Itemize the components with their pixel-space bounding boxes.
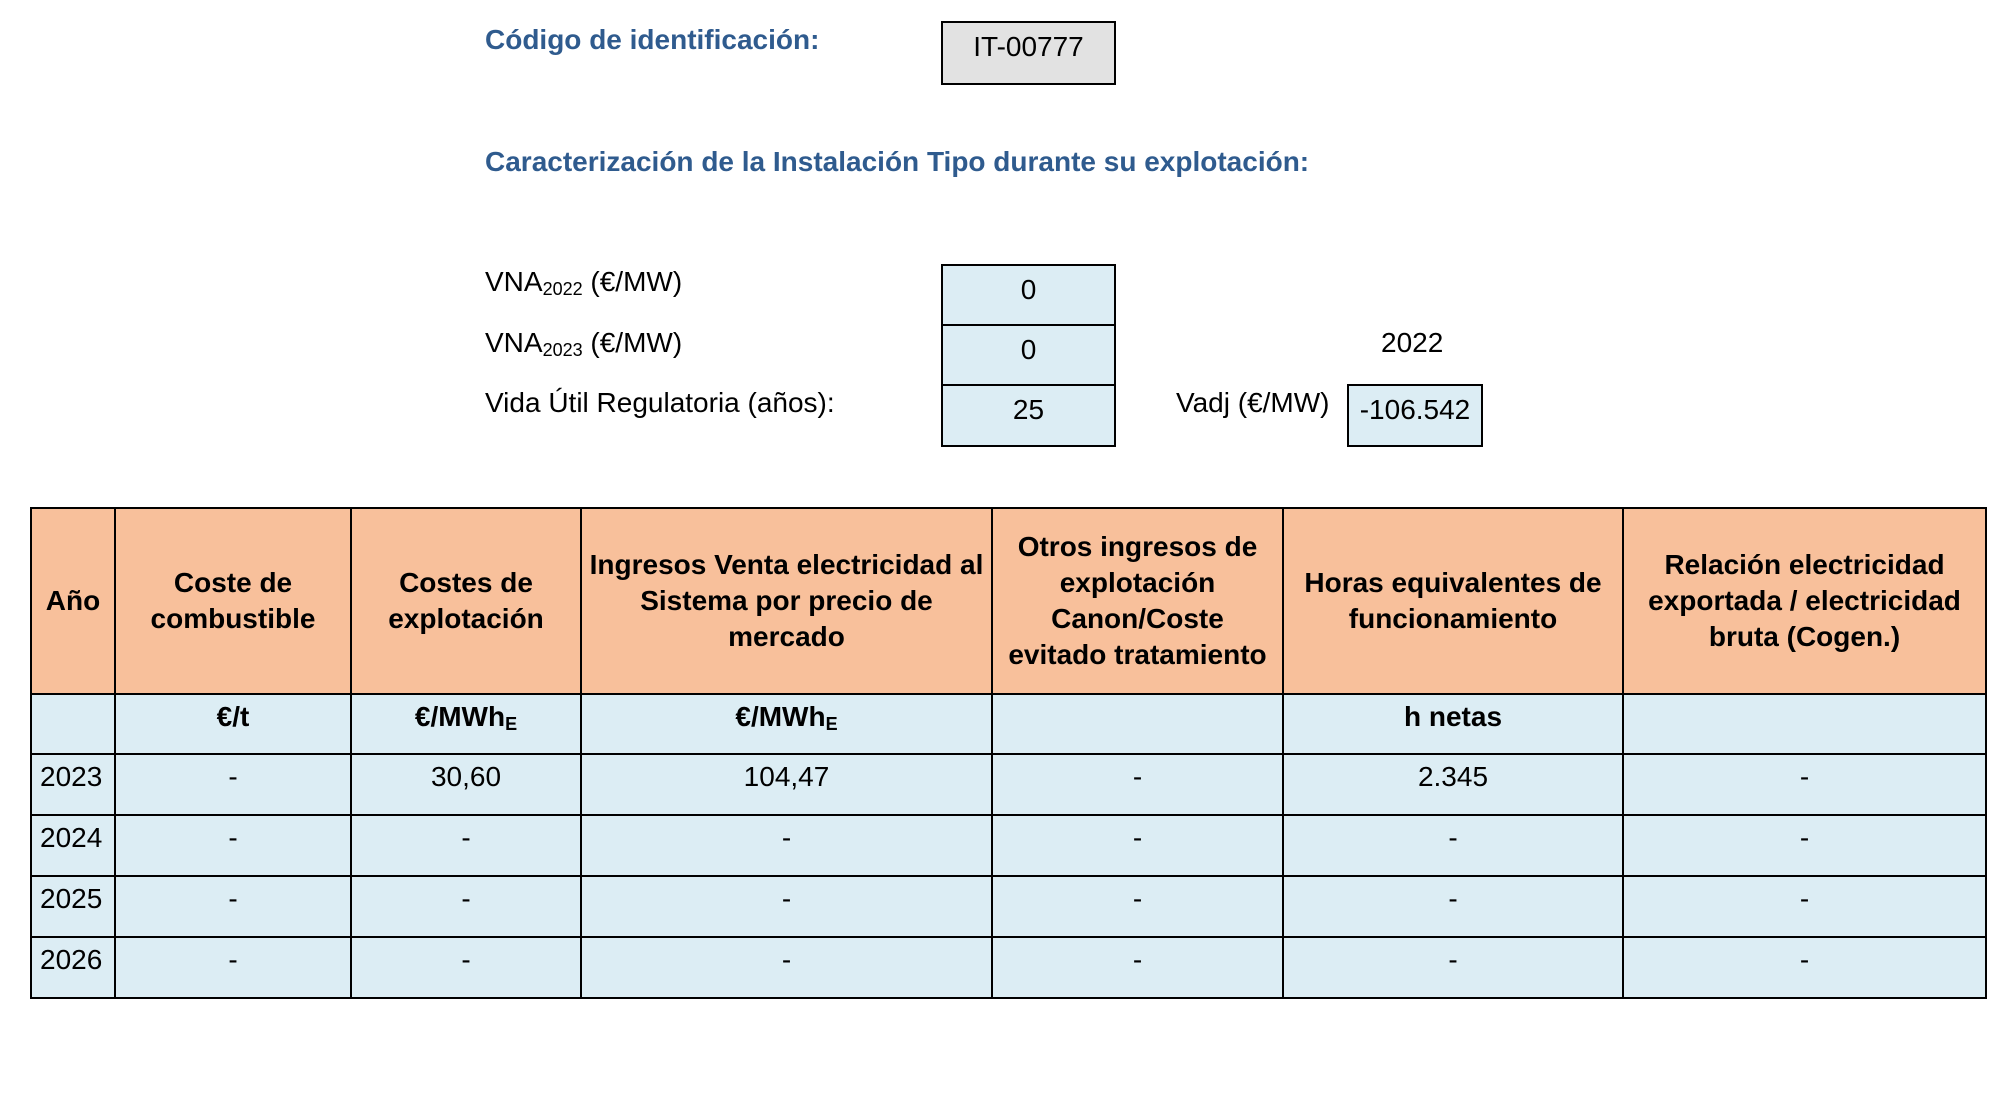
unit-cell: €/MWh$_E$: [581, 694, 992, 754]
data-cell: -: [581, 815, 992, 876]
table-row: [31, 754, 1986, 815]
vna-2023-value: 0: [941, 324, 1116, 386]
year-cell: 2026: [31, 937, 115, 998]
table-row: [31, 937, 1986, 998]
unit-cell: [31, 694, 115, 754]
vna-2022-label: $VNA_{2022}$ (€/MW): [485, 266, 683, 299]
data-cell: -: [115, 876, 351, 937]
data-cell: 30,60: [351, 754, 581, 815]
data-cell: -: [1283, 815, 1623, 876]
data-cell: -: [992, 754, 1283, 815]
unit-cell: [1623, 694, 1986, 754]
table-header-row: [31, 508, 1986, 694]
data-cell: -: [1623, 876, 1986, 937]
table-row: [31, 815, 1986, 876]
vna-2022-value: 0: [941, 264, 1116, 326]
unit-cell: [992, 694, 1283, 754]
unit-cell: h netas: [1283, 694, 1623, 754]
header-relacion-electricidad: Relación electricidad exportada / electricidad bruta (Cogen.): [1623, 508, 1986, 694]
data-cell: -: [351, 937, 581, 998]
data-cell: -: [351, 876, 581, 937]
vida-util-value: 25: [941, 384, 1116, 447]
data-cell: 104,47: [581, 754, 992, 815]
data-cell: -: [992, 937, 1283, 998]
data-cell: -: [115, 754, 351, 815]
vna-2023-label: $VNA_{2023}$ (€/MW): [485, 327, 683, 360]
vadj-year: 2022: [1381, 327, 1444, 358]
data-cell: -: [1283, 937, 1623, 998]
header-ingresos-venta: Ingresos Venta electricidad al Sistema por precio de mercado: [581, 508, 992, 694]
vida-util-label: Vida Útil Regulatoria (años):: [485, 387, 835, 418]
data-cell: -: [992, 876, 1283, 937]
vadj-label: Vadj (€/MW): [1176, 387, 1330, 418]
data-cell: -: [1623, 815, 1986, 876]
unit-cell: €/MWh$_E$: [351, 694, 581, 754]
explotacion-table: [30, 507, 1987, 999]
header-coste-combustible: Coste de combustible: [115, 508, 351, 694]
header-otros-ingresos: Otros ingresos de explotación Canon/Coste evitado tratamiento: [992, 508, 1283, 694]
vadj-value: -106.542: [1347, 384, 1483, 447]
data-cell: -: [992, 815, 1283, 876]
id-label: Código de identificación:: [485, 24, 820, 55]
year-cell: 2025: [31, 876, 115, 937]
data-cell: -: [581, 876, 992, 937]
year-cell: 2023: [31, 754, 115, 815]
unit-cell: €/t: [115, 694, 351, 754]
data-cell: -: [115, 937, 351, 998]
header-ano: Año: [31, 508, 115, 694]
table-units-row: [31, 694, 1986, 754]
id-value-field: IT-00777: [941, 21, 1116, 85]
data-cell: -: [115, 815, 351, 876]
data-cell: -: [1623, 937, 1986, 998]
data-cell: -: [581, 937, 992, 998]
table-row: [31, 876, 1986, 937]
data-cell: 2.345: [1283, 754, 1623, 815]
header-costes-explotacion: Costes de explotación: [351, 508, 581, 694]
data-cell: -: [1283, 876, 1623, 937]
header-horas-equivalentes: Horas equivalentes de funcionamiento: [1283, 508, 1623, 694]
section-title: Caracterización de la Instalación Tipo durante su explotación:: [485, 146, 1310, 177]
data-cell: -: [351, 815, 581, 876]
data-cell: -: [1623, 754, 1986, 815]
year-cell: 2024: [31, 815, 115, 876]
